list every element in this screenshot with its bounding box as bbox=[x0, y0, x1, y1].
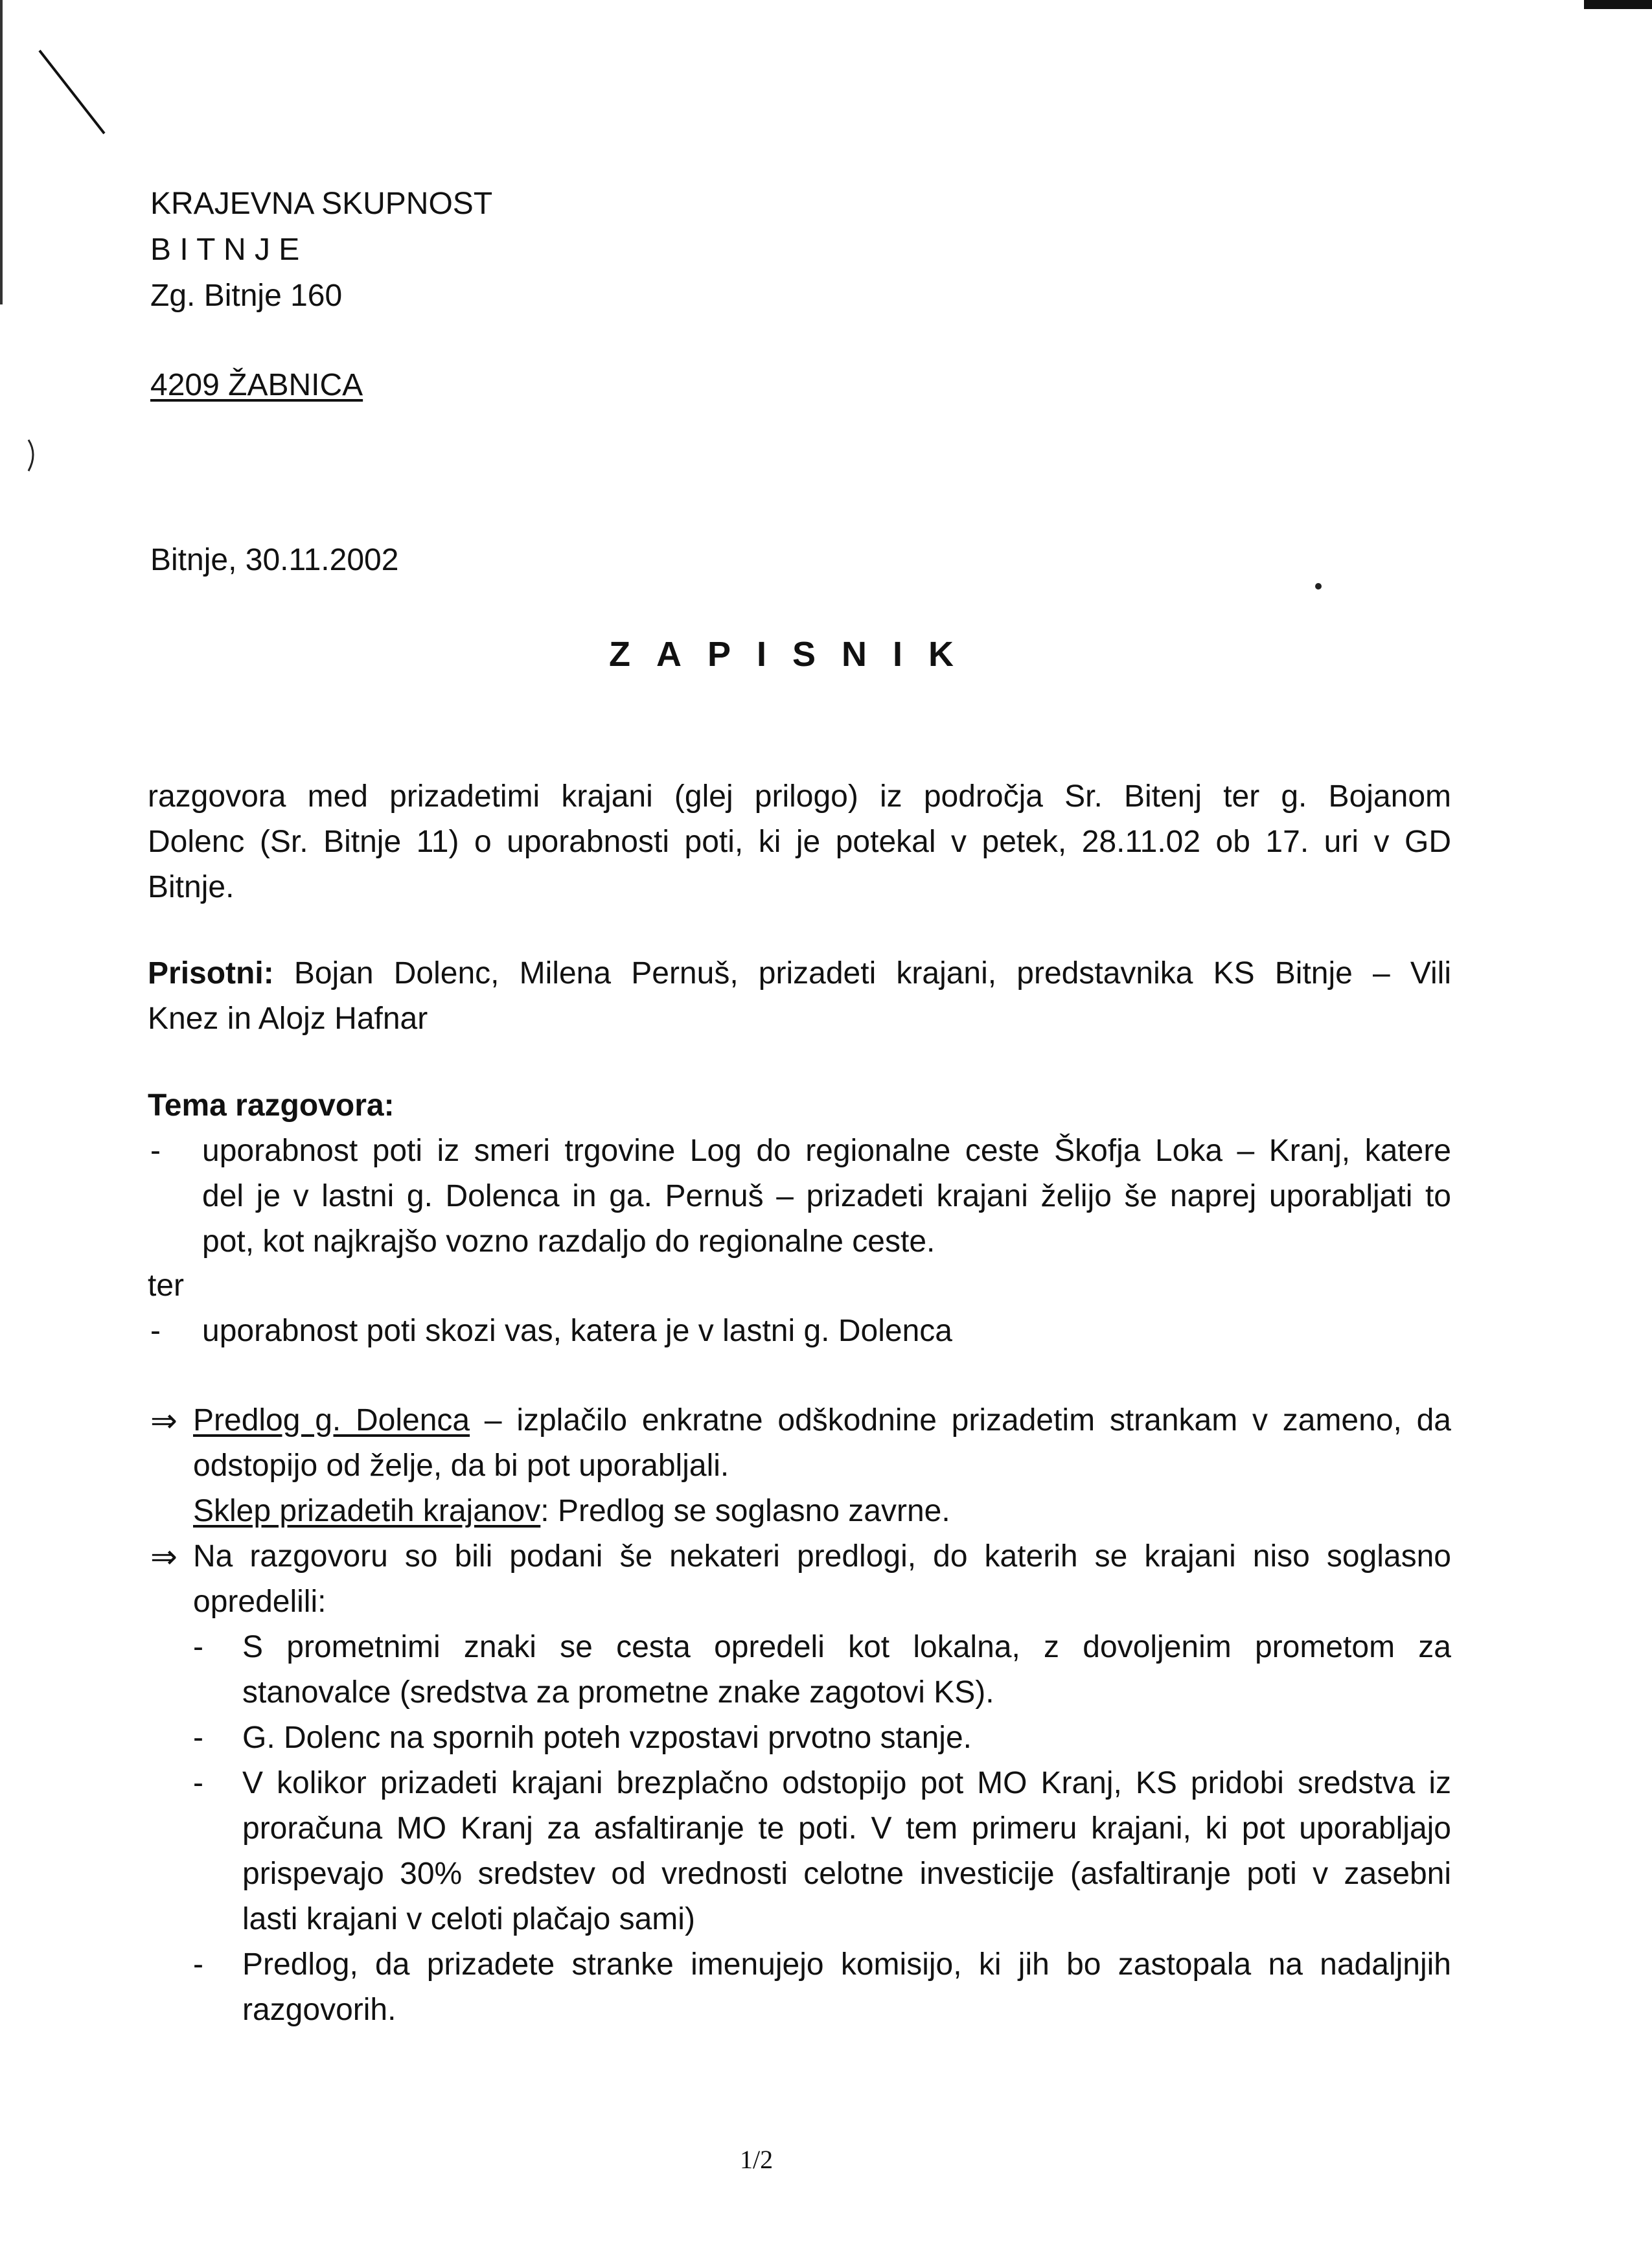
bracket-mark bbox=[25, 437, 44, 476]
proposal-line-1 bbox=[193, 1398, 1451, 1443]
proposal-line-2: odstopijo od želje, da bi pot uporabljali. bbox=[193, 1449, 729, 1483]
other-item1-line1: S prometnimi znaki se cesta opredeli kot lokalna, z dovoljenim prometom za bbox=[242, 1630, 1451, 1664]
conclusion-text: : Predlog se soglasno zavrne. bbox=[540, 1494, 950, 1528]
intro-line-1: razgovora med prizadetimi krajani (glej prilogo) iz področja Sr. Bitenj ter g. Bojanom bbox=[148, 779, 1451, 814]
other-line-2: opredelili: bbox=[193, 1585, 327, 1619]
present-line-1 bbox=[148, 951, 1451, 996]
scan-edge-left bbox=[0, 0, 3, 304]
topic-dash-2: - bbox=[150, 1314, 161, 1348]
other-dash-1: - bbox=[193, 1630, 203, 1664]
present-names: Bojan Dolenc, Milena Pernuš, prizadeti krajani, predstavnika KS Bitnje – Vili bbox=[293, 956, 1452, 991]
org-name: KRAJEVNA SKUPNOST bbox=[150, 187, 493, 221]
other-item2-line1: G. Dolenc na spornih poteh vzpostavi prvotno stanje. bbox=[242, 1721, 972, 1755]
intro-line-3: Bitnje. bbox=[148, 870, 235, 904]
page-number: 1/2 bbox=[740, 2145, 774, 2174]
arrow-icon: ⇒ bbox=[150, 1403, 178, 1439]
pen-stroke-mark bbox=[36, 45, 113, 143]
conclusion-line bbox=[193, 1489, 950, 1534]
other-dash-4: - bbox=[193, 1947, 203, 1982]
topic-item2: uporabnost poti skozi vas, katera je v lastni g. Dolenca bbox=[202, 1314, 952, 1348]
org-postal: 4209 ŽABNICA bbox=[150, 368, 363, 402]
present-line-2: Knez in Alojz Hafnar bbox=[148, 1002, 428, 1036]
intro-line-2: Dolenc (Sr. Bitnje 11) o uporabnosti poti, ki je potekal v petek, 28.11.02 ob 17. uri v GD bbox=[148, 825, 1451, 859]
other-item3-line1: V kolikor prizadeti krajani brezplačno odstopijo pot MO Kranj, KS pridobi sredstva iz bbox=[242, 1766, 1451, 1800]
conclusion-label: Sklep prizadetih krajanov bbox=[193, 1494, 541, 1528]
other-line-1: Na razgovoru so bili podani še nekateri predlogi, do katerih se krajani niso soglasno bbox=[193, 1539, 1451, 1574]
other-item3-line2: proračuna MO Kranj za asfaltiranje te poti. V tem primeru krajani, ki pot uporabljajo bbox=[242, 1811, 1451, 1846]
document-title: ZAPISNIK bbox=[609, 635, 980, 674]
ink-dot bbox=[1315, 583, 1322, 590]
arrow-icon: ⇒ bbox=[150, 1539, 178, 1575]
topic-dash-1: - bbox=[150, 1134, 161, 1168]
date-line: Bitnje, 30.11.2002 bbox=[150, 543, 399, 577]
other-item3-line4: lasti krajani v celoti plačajo sami) bbox=[242, 1902, 695, 1936]
present-label: Prisotni: bbox=[148, 956, 274, 991]
topic-ter: ter bbox=[148, 1268, 185, 1303]
proposal-text: – izplačilo enkratne odškodnine prizadetim strankam v zameno, da bbox=[470, 1403, 1451, 1438]
org-place: B I T N J E bbox=[150, 233, 300, 267]
scan-edge-top bbox=[1584, 0, 1652, 9]
other-dash-3: - bbox=[193, 1766, 203, 1800]
other-dash-2: - bbox=[193, 1721, 203, 1755]
proposal-label: Predlog g. Dolenca bbox=[193, 1403, 470, 1438]
topic-label: Tema razgovora: bbox=[148, 1088, 395, 1123]
topic-item1-line3: pot, kot najkrajšo vozno razdaljo do regionalne ceste. bbox=[202, 1224, 935, 1259]
other-item3-line3: prispevajo 30% sredstev od vrednosti celotne investicije (asfaltiranje poti v zasebni bbox=[242, 1857, 1451, 1891]
other-item1-line2: stanovalce (sredstva za prometne znake zagotovi KS). bbox=[242, 1675, 994, 1710]
topic-item1-line1: uporabnost poti iz smeri trgovine Log do regionalne ceste Škofja Loka – Kranj, katere bbox=[202, 1134, 1451, 1168]
org-address: Zg. Bitnje 160 bbox=[150, 279, 343, 313]
topic-item1-line2: del je v lastni g. Dolenca in ga. Pernuš – prizadeti krajani želijo še naprej uporabljati to bbox=[202, 1179, 1451, 1213]
other-item4-line2: razgovorih. bbox=[242, 1993, 396, 2027]
other-item4-line1: Predlog, da prizadete stranke imenujejo komisijo, ki jih bo zastopala na nadaljnjih bbox=[242, 1947, 1451, 1982]
